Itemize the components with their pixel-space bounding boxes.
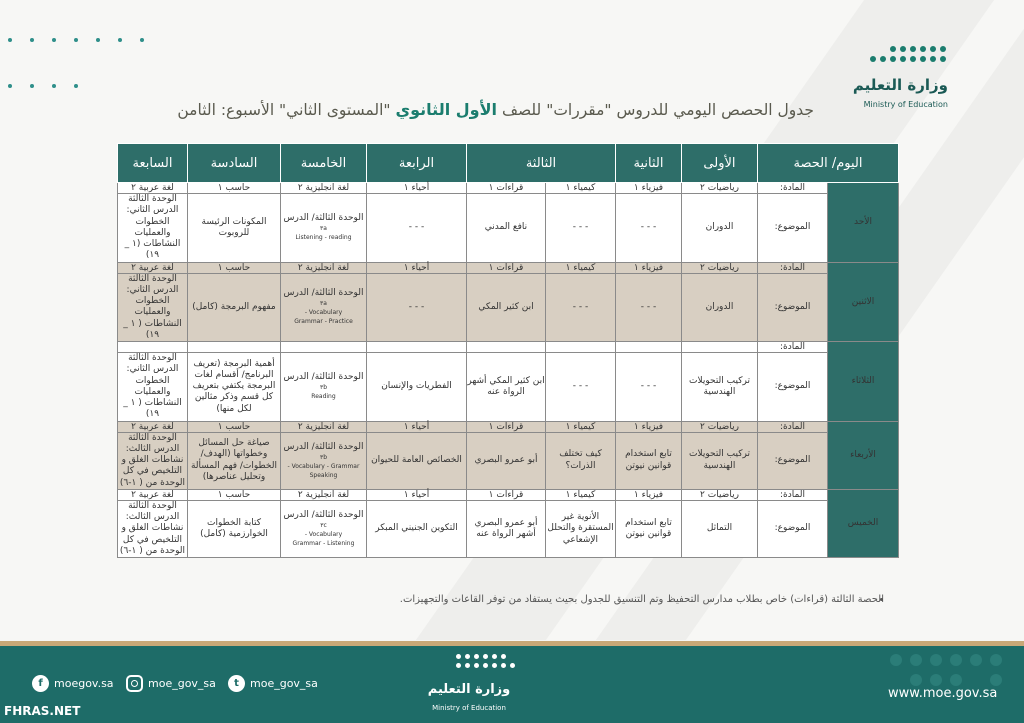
topic-cell: مفهوم البرمجة (كامل) <box>187 273 280 342</box>
day-cell: الثلاثاء <box>828 342 899 422</box>
topic-row <box>118 273 899 342</box>
subject-label: المادة: <box>757 262 827 273</box>
topic-cell: ابن كثير المكي <box>466 273 545 342</box>
topic-text: الوحدة الثالثة/ الدرس <box>283 372 364 383</box>
subject-label: المادة: <box>757 183 827 194</box>
topic-cell: - - - <box>366 194 466 263</box>
subject-cell <box>118 342 188 353</box>
header-period-6: السادسة <box>187 144 280 183</box>
topic-cell: الدوران <box>681 273 757 342</box>
topic-cell: - - - <box>615 273 681 342</box>
subject-cell: لغة انجليزية ٢ <box>280 421 366 432</box>
topic-row <box>118 500 899 557</box>
subject-cell: رياضيات ٢ <box>681 421 757 432</box>
subject-label: المادة: <box>757 421 827 432</box>
topic-row <box>118 432 899 489</box>
subject-cell: رياضيات ٢ <box>681 262 757 273</box>
topic-cell: كتابة الخطوات الخوارزمية (كامل) <box>187 500 280 557</box>
subject-cell: حاسب ١ <box>187 489 280 500</box>
schedule-table-wrapper <box>117 143 899 558</box>
topic-subtext: Vocabulary - <box>304 309 343 317</box>
subject-cell: قراءات ١ <box>466 262 545 273</box>
topic-cell: الوحدة الثالثة الدرس الثاني: الخطوات والعمليات النشاطات (١ _ ١٩) <box>118 194 188 263</box>
title-part-1: جدول الحصص اليومي للدروس "مقررات" للصف <box>501 101 814 119</box>
subject-label: المادة: <box>757 342 827 353</box>
topic-cell: التكوين الجنيني المبكر <box>366 500 466 557</box>
header-day-period: اليوم/ الحصة <box>757 144 898 183</box>
topic-cell: تابع استخدام قوانين نيوتن <box>615 432 681 489</box>
topic-cell: كيف تختلف الذرات؟ <box>545 432 615 489</box>
header-period-5: الخامسة <box>280 144 366 183</box>
topic-cell <box>280 432 366 489</box>
topic-text: الوحدة الثالثة/ الدرس <box>283 288 364 299</box>
subject-row <box>118 183 899 194</box>
topic-subtext: Grammar - Listening <box>292 540 355 547</box>
subject-cell: أحياء ١ <box>366 489 466 500</box>
day-cell: الخميس <box>828 489 899 557</box>
facebook-icon: f <box>32 675 49 692</box>
topic-subtext: ٣a <box>320 225 327 233</box>
topic-cell: الوحدة الثالثة الدرس الثالث: نشاطات الغلق و التلخيص في كل الوحدة من ( ١-٦) <box>118 432 188 489</box>
subject-cell: كيمياء ١ <box>545 421 615 432</box>
topic-cell <box>280 500 366 557</box>
topic-cell: الوحدة الثالثة الدرس الثالث: نشاطات الغلق و التلخيص في كل الوحدة من ( ١-٦) <box>118 500 188 557</box>
topic-label: الموضوع: <box>757 432 827 489</box>
topic-cell: ابن كثير المكي أشهر الرواة عنه <box>466 353 545 422</box>
topic-cell: الخصائص العامة للحيوان <box>366 432 466 489</box>
topic-text: الوحدة الثالثة/ الدرس <box>283 509 364 520</box>
header-period-2: الثانية <box>615 144 681 183</box>
subject-cell: كيمياء ١ <box>545 262 615 273</box>
subject-cell: قراءات ١ <box>466 183 545 194</box>
topic-subtext: ٣a <box>320 300 327 308</box>
subject-cell: رياضيات ٢ <box>681 183 757 194</box>
topic-cell: أبو عمرو البصري <box>466 432 545 489</box>
topic-cell: - - - <box>545 194 615 263</box>
subject-row <box>118 342 899 353</box>
subject-cell: قراءات ١ <box>466 489 545 500</box>
topic-cell: - - - <box>545 353 615 422</box>
instagram-icon <box>126 675 143 692</box>
logo-arabic-text: وزارة التعليم <box>852 76 948 94</box>
subject-cell: أحياء ١ <box>366 421 466 432</box>
day-cell: الأربعاء <box>828 421 899 489</box>
subject-cell <box>466 342 545 353</box>
subject-cell: رياضيات ٢ <box>681 489 757 500</box>
topic-cell: - - - <box>615 353 681 422</box>
logo-dots-icon <box>866 46 946 68</box>
subject-cell: لغة عربية ٢ <box>118 421 188 432</box>
topic-cell: - - - <box>366 273 466 342</box>
topic-cell: الوحدة الثالثة الدرس الثاني: الخطوات والعمليات النشاطات ( ١ _ ١٩) <box>118 273 188 342</box>
subject-cell: لغة انجليزية ٢ <box>280 183 366 194</box>
topic-cell: تابع استخدام قوانين نيوتن <box>615 500 681 557</box>
topic-cell <box>280 273 366 342</box>
subject-cell: حاسب ١ <box>187 183 280 194</box>
topic-subtext: Speaking <box>309 471 338 479</box>
footnote: الحصة الثالثة (قراءات) خاص بطلاب مدارس التحفيظ وتم التنسيق للجدول بحيث يستفاد من توفر القاعات والتجهيزات. <box>399 594 884 605</box>
topic-subtext: ٣c <box>320 522 327 529</box>
footer-logo <box>414 654 524 716</box>
topic-subtext: ٣b <box>319 384 327 392</box>
title-highlight: الأول الثانوي <box>395 100 497 119</box>
topic-subtext: Vocabulary - <box>304 531 343 538</box>
subject-row <box>118 262 899 273</box>
subject-row <box>118 421 899 432</box>
day-cell: الأحد <box>828 183 899 263</box>
footer-logo-english: Ministry of Education <box>432 704 506 712</box>
subject-row <box>118 489 899 500</box>
subject-cell: فيزياء ١ <box>615 262 681 273</box>
topic-subtext: Reading <box>311 393 336 401</box>
subject-cell: أحياء ١ <box>366 262 466 273</box>
topic-cell: أهمية البرمجة (تعريف البرنامج/ أقسام لغات البرمجة يكتفي بتعريف كل قسم وذكر مثالين لكل منها) <box>187 353 280 422</box>
subject-cell <box>615 342 681 353</box>
subject-cell: لغة عربية ٢ <box>118 262 188 273</box>
page-title <box>177 100 814 119</box>
subject-cell: حاسب ١ <box>187 421 280 432</box>
twitter-icon: t <box>228 675 245 692</box>
header-period-1: الأولى <box>681 144 757 183</box>
subject-cell <box>187 342 280 353</box>
subject-cell: فيزياء ١ <box>615 489 681 500</box>
topic-cell: الدوران <box>681 194 757 263</box>
topic-cell: تركيب التحويلات الهندسية <box>681 353 757 422</box>
subject-cell: قراءات ١ <box>466 421 545 432</box>
topic-cell <box>280 194 366 263</box>
topic-cell: المكونات الرئيسة للروبوت <box>187 194 280 263</box>
subject-cell: كيمياء ١ <box>545 183 615 194</box>
decorative-dots <box>8 38 148 98</box>
subject-label: المادة: <box>757 489 827 500</box>
website-link[interactable]: www.moe.gov.sa <box>888 686 998 701</box>
subject-cell <box>280 342 366 353</box>
subject-cell: أحياء ١ <box>366 183 466 194</box>
topic-cell: نافع المدني <box>466 194 545 263</box>
subject-cell <box>545 342 615 353</box>
topic-row <box>118 194 899 263</box>
subject-cell: فيزياء ١ <box>615 183 681 194</box>
topic-cell: الأنوية غير المستقرة والتحلل الإشعاعي <box>545 500 615 557</box>
topic-text: الوحدة الثالثة/ الدرس <box>283 213 364 224</box>
watermark: FHRAS.NET <box>4 704 81 718</box>
topic-cell: صياغة حل المسائل وخطواتها (الهدف/ الخطوات/ فهم المسألة وتحليل عناصرها) <box>187 432 280 489</box>
subject-cell: فيزياء ١ <box>615 421 681 432</box>
topic-cell: الوحدة الثالثة الدرس الثاني: الخطوات والعمليات النشاطات ( ١ _ ١٩) <box>118 353 188 422</box>
facebook-handle: moegov.sa <box>54 677 114 690</box>
header-row <box>118 144 899 183</box>
instagram-handle: moe_gov_sa <box>148 677 216 690</box>
subject-cell: حاسب ١ <box>187 262 280 273</box>
topic-label: الموضوع: <box>757 273 827 342</box>
topic-cell: - - - <box>615 194 681 263</box>
topic-cell: الفطريات والإنسان <box>366 353 466 422</box>
subject-cell: لغة انجليزية ٢ <box>280 489 366 500</box>
topic-subtext: Vocabulary - Grammar - <box>287 462 360 470</box>
day-cell: الاثنين <box>828 262 899 342</box>
header-period-7: السابعة <box>118 144 188 183</box>
facebook-link[interactable] <box>32 675 114 692</box>
topic-cell: - - - <box>545 273 615 342</box>
topic-subtext: Listening - reading <box>295 234 352 242</box>
subject-cell <box>681 342 757 353</box>
twitter-handle: moe_gov_sa <box>250 677 318 690</box>
topic-cell: تركيب التحويلات الهندسية <box>681 432 757 489</box>
footer-logo-dots-icon <box>456 654 516 672</box>
topic-cell: التماثل <box>681 500 757 557</box>
topic-subtext: Grammar - Practice <box>294 318 353 326</box>
footer-logo-arabic: وزارة التعليم <box>427 682 511 697</box>
subject-cell: كيمياء ١ <box>545 489 615 500</box>
instagram-link[interactable] <box>126 675 216 692</box>
subject-cell: لغة عربية ٢ <box>118 489 188 500</box>
topic-row <box>118 353 899 422</box>
subject-cell: لغة عربية ٢ <box>118 183 188 194</box>
header-period-4: الرابعة <box>366 144 466 183</box>
topic-cell <box>280 353 366 422</box>
topic-subtext: ٣b <box>319 453 327 461</box>
topic-label: الموضوع: <box>757 194 827 263</box>
twitter-link[interactable] <box>228 675 318 692</box>
header-period-3: الثالثة <box>466 144 615 183</box>
schedule-table <box>117 143 899 558</box>
title-part-2: "المستوى الثاني" الأسبوع: الثامن <box>177 101 391 119</box>
footer-decoration <box>870 646 1024 723</box>
subject-cell: لغة انجليزية ٢ <box>280 262 366 273</box>
subject-cell <box>366 342 466 353</box>
topic-label: الموضوع: <box>757 500 827 557</box>
ministry-logo <box>852 46 952 109</box>
logo-english-text: Ministry of Education <box>863 100 948 109</box>
footer <box>0 646 1024 723</box>
topic-cell: أبو عمرو البصري أشهر الرواة عنه <box>466 500 545 557</box>
topic-text: الوحدة الثالثة/ الدرس <box>283 441 364 452</box>
topic-label: الموضوع: <box>757 353 827 422</box>
